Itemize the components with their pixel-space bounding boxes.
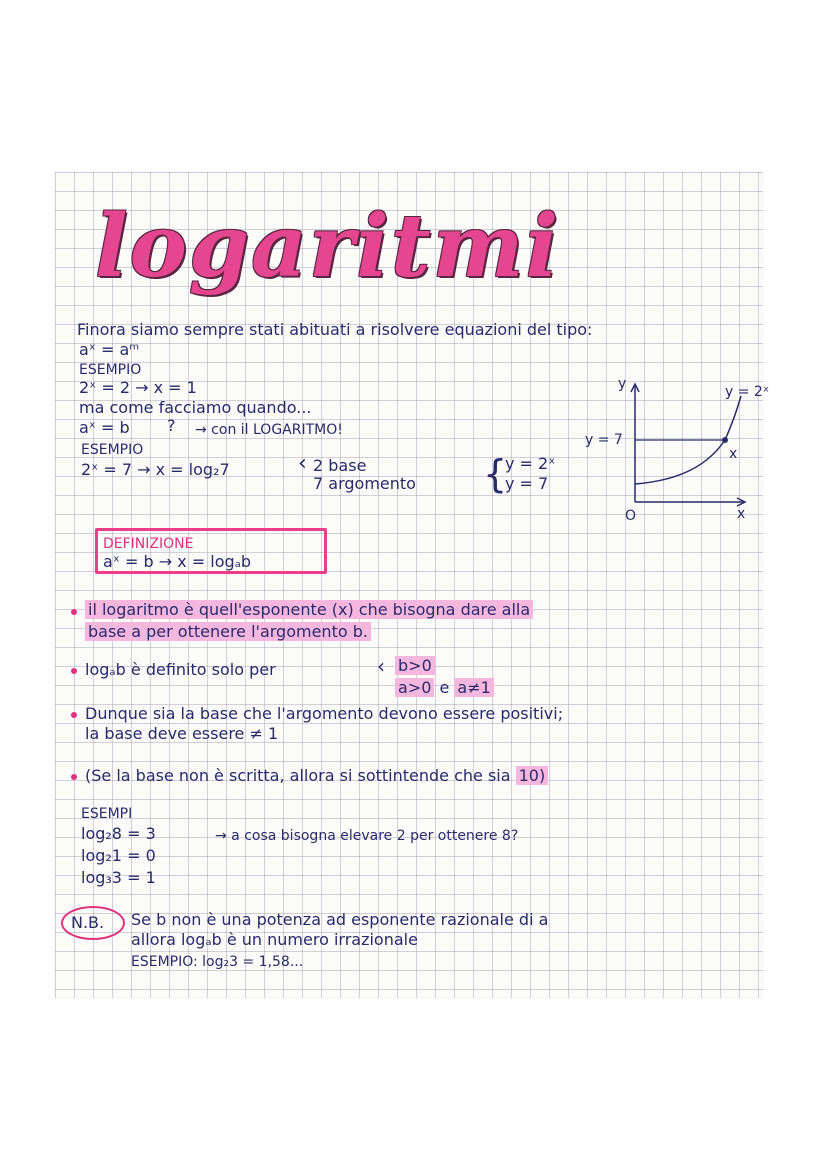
graph-origin-label: O [625,508,637,524]
bullet1-line2: base a per ottenere l'argomento b. [85,622,371,641]
bullet1-line2-wrap [85,622,371,642]
system-eq-1: y = 2ˣ [505,454,556,473]
bullet1-line1-wrap [85,600,533,620]
graph-line-label: y = 7 [585,432,623,448]
nb-label: N.B. [71,913,105,932]
bullet2-cond1-wrap [395,656,435,676]
bullet2-brace: ‹ [377,654,385,678]
question-mark: ? [167,416,176,435]
argomento-note: 7 argomento [313,474,416,493]
esempi-label: ESEMPI [81,806,133,822]
example-3: log₃3 = 1 [81,868,156,887]
definition-label: DEFINIZIONE [103,536,194,552]
bullet2-cond2-wrap [395,678,494,698]
bullet2-condition-a-pos: a>0 [395,678,434,697]
bullet-dot [71,712,77,718]
intro-text: Finora siamo sempre stati abituati a risolvere equazioni del tipo: [77,320,593,339]
ab-equation: aˣ = b [79,418,130,437]
bullet2-and: e [439,678,450,697]
esempio2-label: ESEMPIO [81,442,144,458]
bullet-dot [71,609,77,615]
bullet3-line1: Dunque sia la base che l'argomento devono essere positivi; [85,704,564,723]
graph-x-axis-label: x [737,506,746,522]
bullet1-line1: il logaritmo è quell'esponente (x) che bisogna dare alla [85,600,533,619]
bullet2-prefix: logₐb è definito solo per [85,660,276,679]
bullet4-highlight: 10) [516,766,549,785]
definition-equation: aˣ = b → x = logₐb [103,552,252,571]
esempio2-equation: 2ˣ = 7 → x = log₂7 [81,460,230,479]
bullet4-text: (Se la base non è scritta, allora si sottintende che sia [85,766,511,785]
nb-line2: allora logₐb è un numero irrazionale [131,930,418,949]
brace-glyph: ‹ [298,451,307,476]
page-title: logaritmi [95,196,561,297]
bullet2-condition-b: b>0 [395,656,435,675]
bullet2-condition-a-ne1: a≠1 [454,678,493,697]
esempio-equation: 2ˣ = 2 → x = 1 [79,378,197,397]
con-logaritmo-text: → con il LOGARITMO! [195,422,343,438]
bullet4-wrap [85,766,548,786]
graph-y-axis-label: y [618,376,627,392]
bullet-dot [71,668,77,674]
ma-come-text: ma come facciamo quando... [79,398,312,417]
nb-line3: ESEMPIO: log₂3 = 1,58... [131,954,304,970]
notebook-page [55,172,770,998]
example-1-note: → a cosa bisogna elevare 2 per ottenere 8? [215,828,519,844]
intro-equation: aˣ = aᵐ [79,340,140,359]
example-2: log₂1 = 0 [81,846,156,865]
system-eq-2: y = 7 [505,474,549,493]
base-note: 2 base [313,456,367,475]
bullet3-line2: la base deve essere ≠ 1 [85,724,279,743]
example-1: log₂8 = 3 [81,824,156,843]
graph-point-label: x [729,446,738,462]
system-brace: { [483,452,508,496]
esempio-label: ESEMPIO [79,362,142,378]
graph-curve-label: y = 2ˣ [725,384,770,400]
bullet-dot [71,774,77,780]
nb-line1: Se b non è una potenza ad esponente razionale di a [131,910,549,929]
